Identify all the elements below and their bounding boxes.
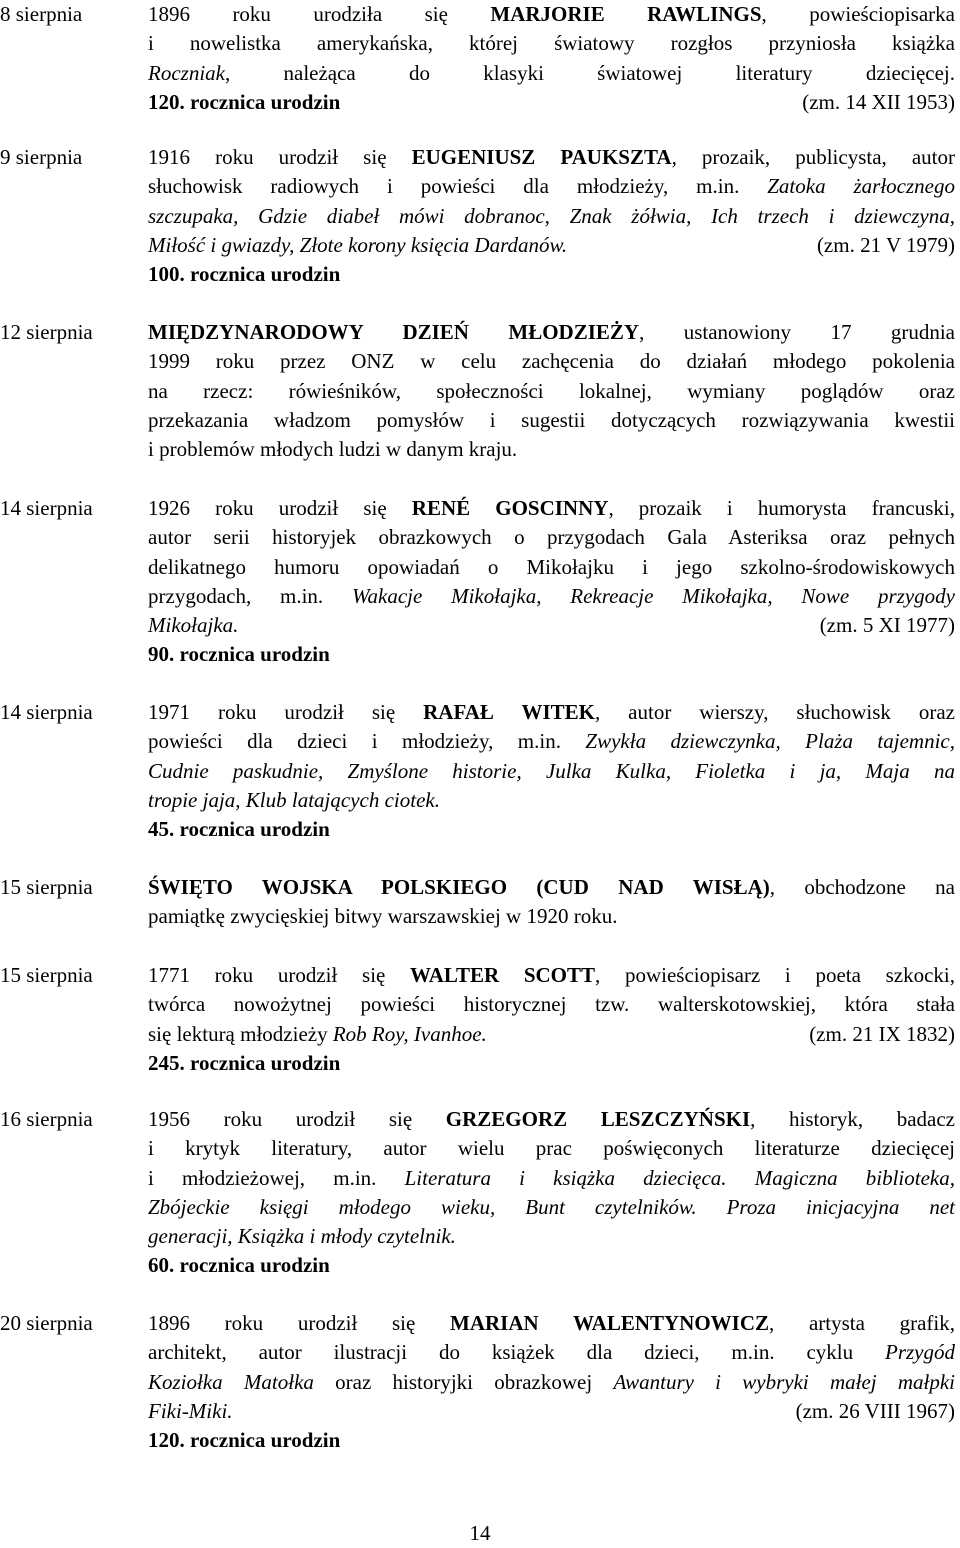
text-span: pamiątkę zwycięskiej bitwy warszawskiej w 1920 roku.: [148, 904, 618, 929]
text-line: [148, 1397, 955, 1426]
bold-name: MARIAN WALENTYNOWICZ: [450, 1311, 770, 1335]
text-span: przekazania władzom pomysłów i sugestii dotyczących rozwiązywania kwestii: [148, 407, 955, 432]
text-line: [148, 961, 955, 990]
bold-name: RENÉ GOSCINNY: [411, 496, 609, 520]
anniversary-label: 45. rocznica urodzin: [148, 817, 330, 842]
bold-name: MIĘDZYNARODOWY DZIEŃ MŁODZIEŻY: [148, 320, 640, 344]
italic-title: Cudnie paskudnie, Zmyślone historie, Julka Kulka, Fioletka i ja, Maja na: [148, 758, 955, 783]
entry-body: [148, 143, 955, 289]
text-line: [148, 0, 955, 29]
text-line: [148, 1222, 955, 1251]
text-line: [148, 1105, 955, 1134]
death-date: (zm. 21 V 1979): [816, 232, 955, 257]
text-line: [148, 143, 955, 172]
text-span: 1926 roku urodził się: [148, 496, 412, 520]
entry-body: [148, 318, 955, 464]
text-line: [148, 640, 955, 669]
text-line: [148, 318, 955, 347]
bold-name: RAFAŁ WITEK: [423, 700, 595, 724]
text-span: na rzecz: rówieśników, społeczności lokalnej, wymiany poglądów oraz: [148, 378, 955, 403]
text-span: twórca nowożytnej powieści historycznej tzw. walterskotowskiej, która stała: [148, 992, 955, 1017]
italic-title: Roczniak: [148, 60, 225, 85]
text-span: , prozaik, publicysta, autor: [671, 145, 956, 169]
text-span: , historyk, badacz: [750, 1107, 956, 1131]
italic-title: generacji, Książka i młody czytelnik.: [148, 1224, 456, 1249]
italic-title: Miłość i gwiazdy, Złote korony księcia Dardanów.: [148, 232, 568, 257]
text-span: oraz historyjki obrazkowej: [313, 1369, 614, 1394]
italic-title: Przygód: [885, 1340, 955, 1365]
death-date: (zm. 5 XI 1977): [819, 613, 955, 638]
text-line: [148, 1164, 955, 1193]
text-line: [148, 553, 955, 582]
page-number: 14: [469, 1521, 491, 1545]
text-line: [148, 435, 955, 464]
italic-title: Zatoka żarłocznego: [767, 174, 955, 199]
text-span: 1896 roku urodziła się: [148, 2, 491, 26]
anniversary-label: 120. rocznica urodzin: [148, 1428, 341, 1453]
text-line: [148, 59, 955, 88]
entry-body: [148, 698, 955, 844]
italic-title: szczupaka, Gdzie diabeł mówi dobranoc, Znak żółwia, Ich trzech i dziewczyna,: [148, 203, 955, 228]
italic-title: Zbójeckie księgi młodego wieku, Bunt czytelników. Proza inicjacyjna net: [148, 1194, 955, 1219]
text-line: [148, 786, 955, 815]
bold-name: ŚWIĘTO WOJSKA POLSKIEGO (CUD NAD WISŁĄ): [148, 875, 770, 899]
italic-title: tropie jaja, Klub latających ciotek.: [148, 787, 440, 812]
entry-body: [148, 0, 955, 117]
text-span: delikatnego humoru opowiadań o Mikołajku i jego szkolno-środowiskowych: [148, 554, 955, 579]
text-line: [148, 1368, 955, 1397]
entry-date: 20 sierpnia: [0, 1311, 93, 1335]
text-line: [148, 172, 955, 201]
text-line: [148, 757, 955, 786]
anniversary-label: 60. rocznica urodzin: [148, 1253, 330, 1278]
entry-date: 14 sierpnia: [0, 700, 93, 724]
text-span: , autor wierszy, słuchowisk oraz: [594, 700, 956, 724]
text-line: [148, 1251, 955, 1280]
italic-title: Awantury i wybryki małej małpki: [613, 1369, 956, 1394]
text-line: [148, 873, 955, 902]
death-date: (zm. 26 VIII 1967): [795, 1398, 955, 1423]
death-date: (zm. 21 IX 1832): [809, 1021, 955, 1046]
text-span: , należąca do klasyki światowej literatury dziecięcej.: [224, 60, 955, 85]
text-span: 1771 roku urodził się: [148, 963, 411, 987]
italic-title: Koziołka Matołka: [148, 1369, 314, 1394]
text-span: i krytyk literatury, autor wielu prac poświęconych literaturze dziecięcej: [148, 1136, 955, 1161]
text-span: i problemów młodych ludzi w danym kraju.: [148, 437, 518, 462]
text-line: [148, 202, 955, 231]
text-span: , ustanowiony 17 grudnia: [639, 320, 955, 344]
text-line: [148, 1134, 955, 1163]
text-line: [148, 902, 955, 931]
text-span: , powieściopisarka: [761, 2, 955, 26]
text-span: przygodach, m.in.: [148, 583, 352, 608]
text-line: [148, 406, 955, 435]
text-line: [148, 1193, 955, 1222]
anniversary-label: 120. rocznica urodzin: [148, 89, 341, 114]
text-line: [148, 727, 955, 756]
text-span: 1916 roku urodził się: [148, 145, 412, 169]
text-span: 1971 roku urodził się: [148, 700, 424, 724]
bold-name: MARJORIE RAWLINGS: [490, 2, 762, 26]
text-line: [148, 815, 955, 844]
anniversary-label: 90. rocznica urodzin: [148, 642, 330, 667]
entry-date: 15 sierpnia: [0, 875, 93, 899]
italic-title: Literatura i książka dziecięca. Magiczna biblioteka,: [404, 1165, 955, 1190]
text-line: [148, 347, 955, 376]
text-line: [148, 1309, 955, 1338]
text-span: architekt, autor ilustracji do książek dla dzieci, m.in. cyklu: [148, 1340, 885, 1365]
text-line: [148, 29, 955, 58]
text-span: 1896 roku urodził się: [148, 1311, 451, 1335]
bold-name: WALTER SCOTT: [410, 963, 596, 987]
text-line: [148, 1338, 955, 1367]
text-span: słuchowisk radiowych i powieści dla młodzieży, m.in.: [148, 174, 768, 199]
text-span: powieści dla dzieci i młodzieży, m.in.: [148, 729, 586, 754]
italic-title: Rob Roy, Ivanhoe.: [332, 1021, 487, 1046]
italic-title: Zwykła dziewczynka, Plaża tajemnic,: [585, 729, 955, 754]
anniversary-label: 245. rocznica urodzin: [148, 1050, 341, 1075]
italic-title: Fiki-Miki.: [148, 1398, 233, 1423]
text-line: [148, 582, 955, 611]
text-line: [148, 990, 955, 1019]
text-line: [148, 494, 955, 523]
bold-name: GRZEGORZ LESZCZYŃSKI: [445, 1107, 751, 1131]
entry-date: 12 sierpnia: [0, 320, 93, 344]
text-span: się lekturą młodzieży: [148, 1021, 333, 1046]
text-span: autor serii historyjek obrazkowych o przygodach Gala Asteriksa oraz pełnych: [148, 525, 955, 550]
entry-body: [148, 494, 955, 670]
entry-date: 8 sierpnia: [0, 2, 83, 26]
text-line: [148, 88, 955, 117]
text-span: 1956 roku urodził się: [148, 1107, 446, 1131]
text-line: [148, 523, 955, 552]
entry-date: 16 sierpnia: [0, 1107, 93, 1131]
text-span: , artysta grafik,: [769, 1311, 956, 1335]
text-line: [148, 611, 955, 640]
text-line: [148, 231, 955, 260]
text-span: i młodzieżowej, m.in.: [148, 1165, 405, 1190]
entry-body: [148, 1105, 955, 1281]
text-span: , prozaik i humorysta francuski,: [608, 496, 956, 520]
entry-body: [148, 961, 955, 1078]
entry-date: 9 sierpnia: [0, 145, 83, 169]
text-span: , powieściopisarz i poeta szkocki,: [595, 963, 956, 987]
text-span: , obchodzone na: [769, 875, 955, 899]
death-date: (zm. 14 XII 1953): [802, 89, 955, 114]
text-line: [148, 1020, 955, 1049]
bold-name: EUGENIUSZ PAUKSZTA: [411, 145, 672, 169]
entry-body: [148, 873, 955, 932]
text-line: [148, 1426, 955, 1455]
text-line: [148, 377, 955, 406]
entry-body: [148, 1309, 955, 1455]
text-line: [148, 1049, 955, 1078]
entry-date: 15 sierpnia: [0, 963, 93, 987]
text-line: [148, 260, 955, 289]
italic-title: Mikołajka.: [148, 613, 239, 638]
anniversary-label: 100. rocznica urodzin: [148, 262, 341, 287]
text-line: [148, 698, 955, 727]
italic-title: Wakacje Mikołajka, Rekreacje Mikołajka, Nowe przygody: [351, 583, 956, 608]
text-span: 1999 roku przez ONZ w celu zachęcenia do działań młodego pokolenia: [148, 349, 955, 374]
text-span: i nowelistka amerykańska, której światowy rozgłos przyniosła książka: [148, 31, 955, 56]
entry-date: 14 sierpnia: [0, 496, 93, 520]
